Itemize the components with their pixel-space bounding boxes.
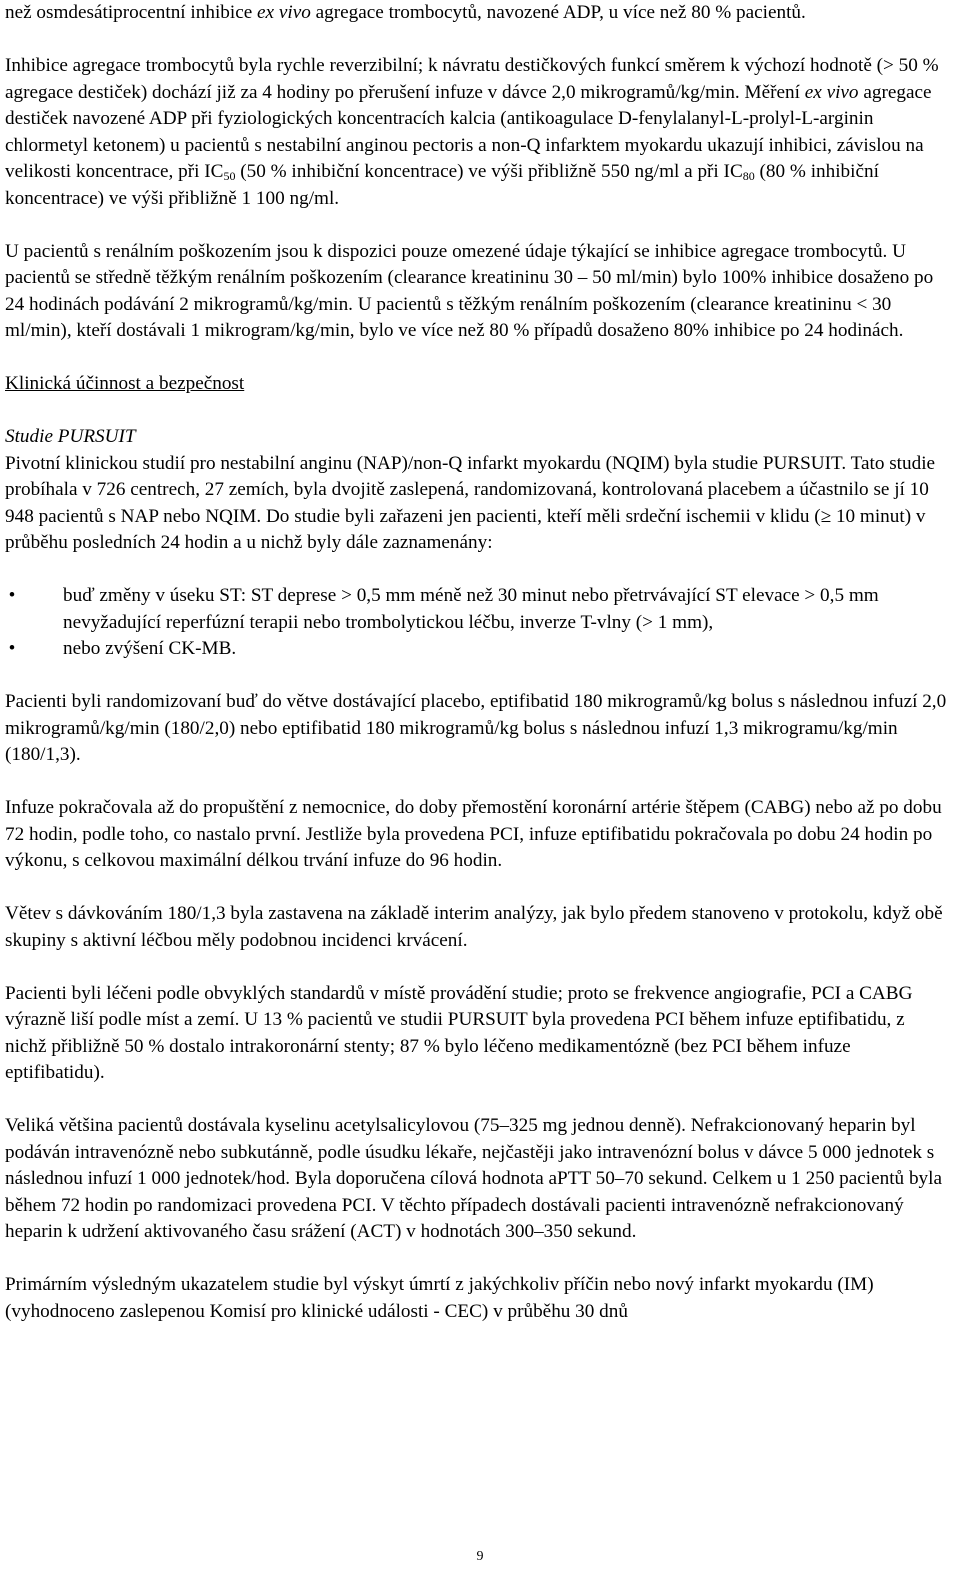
paragraph-randomization: Pacienti byli randomizovaní buď do větve dostávající placebo, eptifibatid 180 mikrogramů/kg bolus s následnou infuzí 2,0 mikrogramů/kg/min (180/2,0) nebo eptifibatid 180 mikrogramů/kg bolus s následnou infuzí 1,3 mikrogramu/kg/min (180/1,3). (5, 691, 947, 765)
section-heading: Klinická účinnost a bezpečnost (5, 373, 245, 394)
paragraph-infusion-duration: Infuze pokračovala až do propuštění z nemocnice, do doby přemostění koronární artérie štěpem (CABG) nebo až po dobu 72 hodin, podle toho, co nastalo první. Jestliže byla provedena PCI, infuze eptifibatidu pokračovala po dobu 24 hodin po výkonu, s celkovou maximální délkou trvání infuze do 96 hodin. (5, 797, 942, 871)
paragraph-renal-impairment: U pacientů s renálním poškozením jsou k dispozici pouze omezené údaje týkající se inhibice agregace trombocytů. U pacientů se středně těžkým renálním poškozením (clearance kreatininu 30 – 50 ml/min) bylo 100% inhibice dosaženo po 24 hodinách podávání 2 mikrogramů/kg/min. U pacientů s těžkým renálním poškozením (clearance kreatininu < 30 ml/min), kteří dostávali 1 mikrogram/kg/min, bylo ve více než 80 % případů dosaženo 80% inhibice po 24 hodinách. (5, 240, 934, 341)
paragraph-pursuit-intro: Pivotní klinickou studií pro nestabilní anginu (NAP)/non-Q infarkt myokardu (NQIM) byla studie PURSUIT. Tato studie probíhala v 726 centrech, 27 zemích, byla dvojitě zaslepená, randomizovaná, kontrolovaná placebem a účastnilo se jí 10 948 pacientů s NAP nebo NQIM. Do studie byli zařazeni jen pacienti, kteří měli srdeční ischemii v klidu (≥ 10 minut) v průběhu posledních 24 hodin a u nichž byly dále zaznamenány: (5, 452, 936, 553)
paragraph-primary-endpoint: Primárním výsledným ukazatelem studie byl výskyt úmrtí z jakýchkoliv příčin nebo nový infarkt myokardu (IM) (vyhodnoceno zaslepenou Komisí pro klinické události - CEC) v průběhu 30 dnů (5, 1274, 874, 1322)
list-item: • buď změny v úseku ST: ST deprese > 0,5 mm méně než 30 minut nebo přetrvávající ST elevace > 0,5 mm nevyžadující reperfúzní terapii nebo trombolytickou léčbu, inverze T-vlny (> 1 mm), (5, 583, 950, 636)
paragraph-reversibility: Inhibice agregace trombocytů byla rychle reverzibilní; k návratu destičkových funkcí směrem k výchozí hodnotě (> 50 % agregace destiček) dochází již za 4 hodiny po přerušení infuze v dávce 2,0 mikrogramů/kg/min. Měření ex vivo agregace destiček navozené ADP při fyziologických koncentracích kalcia (antikoagulace D-fenylalanyl-L-prolyl-L-arginin chlormetyl ketonem) u pacientů s nestabilní anginou pectoris a non-Q infarktem myokardu ukazují inhibici, závislou na velikosti koncentrace, při $IC_{50}$ (50 % inhibiční koncentrace) ve výši přibližně 550 ng/ml a při $IC_{80}$ (80 % inhibiční koncentrace) ve výši přibližně 1 100 ng/ml. (5, 55, 939, 209)
paragraph-arm-stopped: Větev s dávkováním 180/1,3 byla zastavena na základě interim analýzy, jak bylo předem stanoveno v protokolu, když obě skupiny s aktivní léčbou měly podobnou incidenci krvácení. (5, 903, 943, 951)
bullet-icon: • (8, 585, 16, 606)
document-page (5, 0, 950, 1325)
paragraph-treatment-standards: Pacienti byli léčeni podle obvyklých standardů v místě provádění studie; proto se frekvence angiografie, PCI a CABG výrazně liší podle míst a zemí. U 13 % pacientů ve studii PURSUIT byla provedena PCI během infuze eptifibatidu, z nichž přibližně 50 % dostalo intrakoronární stenty; 87 % bylo léčeno medikamentózně (bez PCI během infuze eptifibatidu). (5, 982, 913, 1083)
paragraph-concomitant-therapy: Veliká většina pacientů dostávala kyselinu acetylsalicylovou (75–325 mg jednou denně). Nefrakcionovaný heparin byl podáván intravenózně nebo subkutánně, podle úsudku lékaře, nejčastěji jako intravenózní bolus v dávce 5 000 jednotek s následnou infuzí 1 000 jednotek/hod. Byla doporučena cílová hodnota aPTT 50–70 sekund. Celkem u 1 250 pacientů byla během 72 hodin po randomizaci provedena PCI. V těchto případech dostávali pacienti intravenózně nefrakcionovaný heparin k udržení aktivovaného času srážení (ACT) v hodnotách 300–350 sekund. (5, 1115, 942, 1242)
criteria-list (5, 583, 950, 663)
list-item: • nebo zvýšení CK-MB. (5, 636, 950, 663)
bullet-icon: • (8, 638, 16, 659)
page-number: 9 (476, 1549, 484, 1564)
paragraph-inhibition-summary: než osmdesátiprocentní inhibice ex vivo agregace trombocytů, navozené ADP, u více než 80 % pacientů. (5, 2, 806, 23)
study-title: Studie PURSUIT (5, 426, 136, 447)
